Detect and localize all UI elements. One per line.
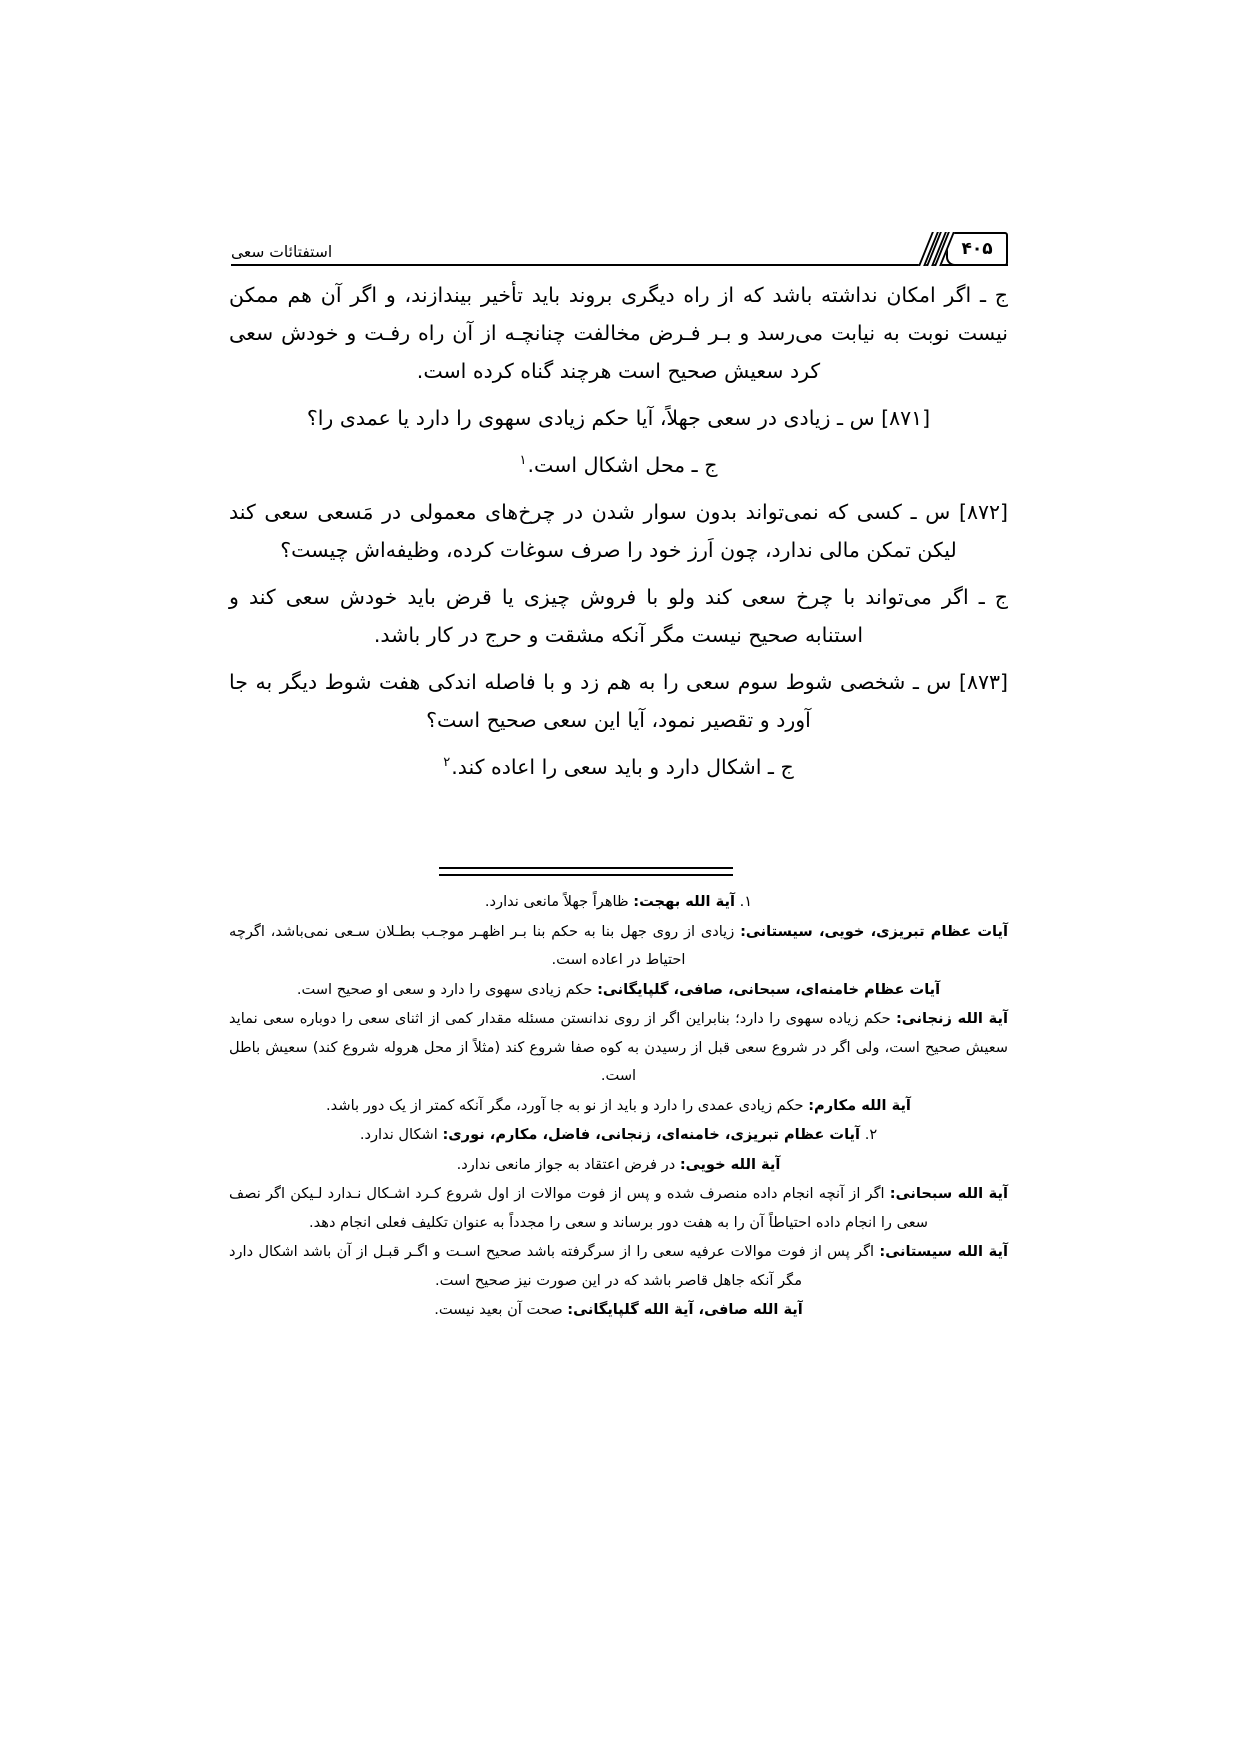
- footnote-authority: آیة الله مکارم:: [808, 1096, 911, 1114]
- footnotes: [229, 888, 1008, 1326]
- footnote-authority: آیة الله صافی، آیة الله گلپایگانی:: [567, 1301, 803, 1318]
- footnote-item: [229, 1180, 1008, 1237]
- footnote-text: در فرض اعتقاد به جواز مانعی ندارد.: [456, 1155, 676, 1173]
- footnote-text: اگر پس از فوت موالات عرفیه سعی را از سرگرفته باشد صحیح اسـت و اگـر قبـل از آن باشد اشکال دارد مگر آنکه جاهل قاصر باشد که در این صورت نیز صحیح است.: [229, 1243, 875, 1289]
- footnote-text: حکم زیاده سهوی را دارد؛ بنابراین اگر از روی ندانستن مسئله مقدار کمی از اثنای سعی را دوباره سعی نماید سعیش صحیح است، ولی اگر در شروع سعی قبل از رسیدن به کوه صفا شروع کند (مثلاً از محل هروله شروع کند) سعیش باطل است.: [229, 1010, 1008, 1084]
- footnote-authority: آیة الله بهجت:: [633, 893, 735, 910]
- page-number: ۴۰۵: [961, 238, 993, 259]
- footnote-item: [229, 918, 1008, 975]
- footnote-separator: [439, 867, 733, 876]
- footnote-marker: ۱.: [739, 893, 753, 910]
- footnote-text: اشکال ندارد.: [359, 1126, 438, 1143]
- running-title: استفتائات سعی: [231, 243, 333, 261]
- footnote-marker: ۲.: [864, 1126, 878, 1143]
- footnote-authority: آیة الله سبحانی:: [889, 1185, 1009, 1202]
- folio-tab: [946, 232, 1008, 266]
- footnote-text: حکم زیادی عمدی را دارد و باید از نو به جا آورد، مگر آنکه کمتر از یک دور باشد.: [326, 1096, 804, 1114]
- footnote-item: [229, 1151, 1008, 1180]
- footnote-ref-2: ۲: [443, 755, 451, 771]
- footnote-text: حکم زیادی سهوی را دارد و سعی او صحیح است.: [296, 980, 593, 998]
- footnote-authority: آیات عظام تبریزی، خویی، سیستانی:: [740, 922, 1008, 940]
- footnote-authority: آیات عظام تبریزی، خامنه‌ای، زنجانی، فاضل، مکارم، نوری:: [442, 1126, 861, 1143]
- answer-paragraph-873: [229, 748, 1008, 786]
- footnote-text: ظاهراً جهلاً مانعی ندارد.: [484, 893, 629, 910]
- footnote-text: صحت آن بعید نیست.: [434, 1301, 563, 1318]
- footnote-item: [229, 1238, 1008, 1295]
- footnote-ref-1: ۱: [519, 453, 527, 469]
- answer-paragraph: ج ـ اگر امکان نداشته باشد که از راه دیگری بروند باید تأخیر بیندازند، و اگر آن هم ممکن نیست نوبت به نیابت می‌رسد و بـر فـرض مخالفت چنانچـه از آن راه رفـت و خودش سعی کرد سعیش صحیح است هرچند گناه کرده است.: [229, 283, 1008, 383]
- footnote-item: [229, 1121, 1008, 1150]
- body-text: [229, 276, 1008, 795]
- footnote-item: [229, 1296, 1008, 1325]
- answer-paragraph-871: [229, 446, 1008, 484]
- footnote-item: [229, 888, 1008, 917]
- footnote-text: زیادی از روی جهل بنا به حکم بنا بـر اظهـر موجـب بطـلان سـعی نمی‌باشد، اگرچه احتیاط در اعاده است.: [229, 922, 735, 968]
- footnote-item: [229, 976, 1008, 1005]
- answer-text: ج ـ اشکال دارد و باید سعی را اعاده کند.: [451, 755, 794, 779]
- question-paragraph-871: [۸۷۱] س ـ زیادی در سعی جهلاً، آیا حکم زیادی سهوی را دارد یا عمدی را؟: [306, 406, 931, 430]
- page-header: [231, 218, 1008, 270]
- footnote-authority: آیات عظام خامنه‌ای، سبحانی، صافی، گلپایگانی:: [597, 980, 941, 998]
- footnote-text: اگر از آنچه انجام داده منصرف شده و پس از فوت موالات از اول شروع کـرد اشـکال نـدارد لـیکن اگر نصف سعی را انجام داده احتیاطاً آن را به هفت دور برساند و سعی را مجدداً به عنوان تکلیف فعلی انجام دهد.: [229, 1185, 929, 1231]
- header-rule: [231, 264, 1008, 266]
- footnote-authority: آیة الله سیستانی:: [879, 1243, 1009, 1260]
- footnote-item: [229, 1005, 1008, 1091]
- answer-text: ج ـ محل اشکال است.: [527, 453, 718, 477]
- diagonal-stripes-icon: [924, 232, 948, 266]
- folio-group: [924, 230, 1008, 268]
- footnote-authority: آیة الله زنجانی:: [895, 1010, 1009, 1027]
- question-paragraph-873: [۸۷۳] س ـ شخصی شوط سوم سعی را به هم زد و با فاصله اندکی هفت شوط دیگر به جا آورد و تقصیر نمود، آیا این سعی صحیح است؟: [229, 670, 1008, 732]
- footnote-item: [229, 1092, 1008, 1121]
- question-paragraph-872: [۸۷۲] س ـ کسی که نمی‌تواند بدون سوار شدن در چرخ‌های معمولی در مَسعی سعی کند لیکن تمکن مالی ندارد، چون اَرز خود را صرف سوغات کرده، وظیفه‌اش چیست؟: [229, 500, 1008, 562]
- footnote-authority: آیة الله خویی:: [679, 1155, 781, 1173]
- answer-paragraph-872: ج ـ اگر می‌تواند با چرخ سعی کند ولو با فروش چیزی یا قرض باید خودش سعی کند و استنابه صحیح نیست مگر آنکه مشقت و حرج در کار باشد.: [229, 585, 1008, 647]
